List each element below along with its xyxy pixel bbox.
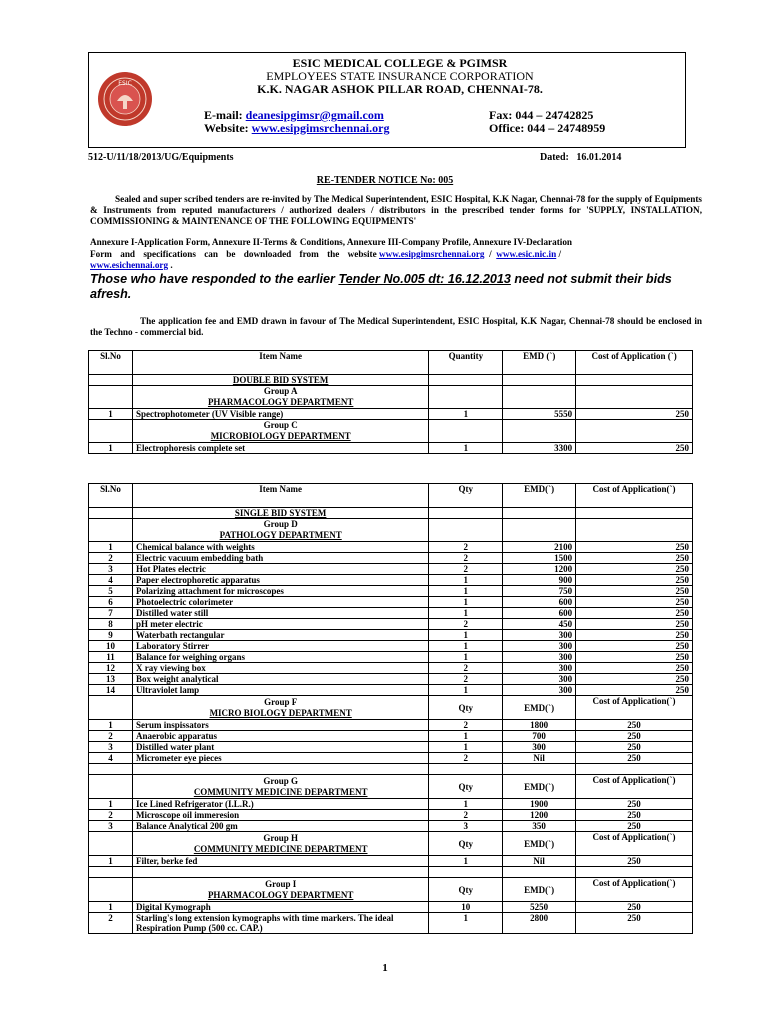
table-row: 5 Polarizing attachment for microscopes 1 750 250	[89, 586, 693, 597]
group-cost-header: Cost of Application(`)	[576, 832, 693, 856]
header-qty: Qty	[429, 484, 503, 508]
header-quantity: Quantity	[429, 351, 503, 375]
header-emd: EMD(`)	[503, 484, 576, 508]
table-row: 1 Chemical balance with weights 2 2100 250	[89, 542, 693, 553]
italic-notice: Those who have responded to the earlier Tender No.005 dt: 16.12.2013 need not submit their bids afresh.	[90, 272, 672, 301]
table-row: 4 Micrometer eye pieces 2 Nil 250	[89, 753, 693, 764]
email-link[interactable]: deanesipgimsr@gmail.com	[245, 108, 384, 122]
header-cost: Cost of Application (`)	[576, 351, 693, 375]
dated: Dated: 16.01.2014	[540, 152, 622, 163]
svg-text:ESIC: ESIC	[118, 80, 132, 87]
table-row: 11 Balance for weighing organs 1 300 250	[89, 652, 693, 663]
table-row: 3 Balance Analytical 200 gm 3 350 250	[89, 821, 693, 832]
group-heading: Group F MICRO BIOLOGY DEPARTMENT	[132, 696, 428, 720]
group-emd-header: EMD(`)	[503, 696, 576, 720]
link-esipgimsr[interactable]: www.esipgimsrchennai.org	[379, 249, 485, 259]
page-number: 1	[382, 962, 388, 974]
double-bid-table	[88, 350, 693, 454]
header-slno: Sl.No	[89, 351, 133, 375]
system-label: DOUBLE BID SYSTEM	[132, 375, 428, 386]
header-item: Item Name	[132, 351, 428, 375]
table-row: 1 Electrophoresis complete set 1 3300 250	[89, 443, 693, 454]
office-phone: Office: 044 – 24748959	[489, 121, 606, 135]
table-row: 1 Spectrophotometer (UV Visible range) 1 5550 250	[89, 409, 693, 420]
group-heading: Group I PHARMACOLOGY DEPARTMENT	[132, 878, 428, 902]
table-row: 8 pH meter electric 2 450 250	[89, 619, 693, 630]
table-row: 2 Microscope oil immeresion 2 1200 250	[89, 810, 693, 821]
table-row: 13 Box weight analytical 2 300 250	[89, 674, 693, 685]
group-qty-header: Qty	[429, 696, 503, 720]
paragraph-fee: The application fee and EMD drawn in favour of The Medical Superintendent, ESIC Hospital, K.K Nagar, Chennai-78 should be enclosed in the Techno - commercial bid.	[90, 316, 702, 337]
group-cost-header: Cost of Application(`)	[576, 878, 693, 902]
group-emd-header: EMD(`)	[503, 832, 576, 856]
single-bid-table	[88, 483, 693, 934]
address: K.K. NAGAR ASHOK PILLAR ROAD, CHENNAI-78.	[257, 82, 543, 96]
corporation-name: EMPLOYEES STATE INSURANCE CORPORATION	[266, 69, 534, 83]
group-emd-header: EMD(`)	[503, 775, 576, 799]
group-qty-header: Qty	[429, 775, 503, 799]
table-row: 9 Waterbath rectangular 1 300 250	[89, 630, 693, 641]
group-qty-header: Qty	[429, 832, 503, 856]
header-item: Item Name	[132, 484, 428, 508]
notice-title: RE-TENDER NOTICE No: 005	[316, 175, 454, 186]
group-qty-header: Qty	[429, 878, 503, 902]
table-row: 4 Paper electrophoretic apparatus 1 900 250	[89, 575, 693, 586]
table-row: 10 Laboratory Stirrer 1 300 250	[89, 641, 693, 652]
table-row: 1 Filter, berke fed 1 Nil 250	[89, 856, 693, 867]
group-heading: Group A PHARMACOLOGY DEPARTMENT	[132, 386, 428, 409]
annexures: Annexure I-Application Form, Annexure II-Terms & Conditions, Annexure III-Company Profile, Annexure IV-Declaration	[90, 237, 573, 247]
download-line: Form and specifications can be downloaded from the website www.esipgimsrchennai.org / www.esic.nic.in / www.esichennai.org .	[90, 249, 562, 270]
table-row: 2 Starling's long extension kymographs with time markers. The ideal Respiration Pump (500 cc. CAP.) 1 2800 250	[89, 913, 693, 934]
table-row: 1 Serum inspissators 2 1800 250	[89, 720, 693, 731]
esic-logo-icon	[97, 71, 153, 127]
header-slno: Sl.No	[89, 484, 133, 508]
group-cost-header: Cost of Application(`)	[576, 775, 693, 799]
header-emd: EMD (`)	[503, 351, 576, 375]
website-link[interactable]: www.esipgimsrchennai.org	[251, 121, 390, 135]
table-row: 12 X ray viewing box 2 300 250	[89, 663, 693, 674]
link-esichennai[interactable]: www.esichennai.org	[90, 259, 169, 270]
group-heading: Group G COMMUNITY MEDICINE DEPARTMENT	[132, 775, 428, 799]
table-row: 6 Photoelectric colorimeter 1 600 250	[89, 597, 693, 608]
table-row: 3 Distilled water plant 1 300 250	[89, 742, 693, 753]
system-label: SINGLE BID SYSTEM	[132, 508, 428, 519]
table-row: 1 Ice Lined Refrigerator (I.L.R.) 1 1900 250	[89, 799, 693, 810]
college-name: ESIC MEDICAL COLLEGE & PGIMSR	[292, 56, 508, 70]
group-heading: Group D PATHOLOGY DEPARTMENT	[132, 519, 428, 542]
website-line: Website: www.esipgimsrchennai.org	[204, 121, 390, 135]
table-row: 2 Anaerobic apparatus 1 700 250	[89, 731, 693, 742]
fax: Fax: 044 – 24742825	[489, 108, 594, 122]
table-row: 7 Distilled water still 1 600 250	[89, 608, 693, 619]
link-esic[interactable]: www.esic.nic.in	[496, 249, 557, 259]
table-row: 2 Electric vacuum embedding bath 2 1500 250	[89, 553, 693, 564]
group-heading: Group C MICROBIOLOGY DEPARTMENT	[132, 420, 428, 443]
header-cost: Cost of Application(`)	[576, 484, 693, 508]
table-row: 3 Hot Plates electric 2 1200 250	[89, 564, 693, 575]
table-row: 14 Ultraviolet lamp 1 300 250	[89, 685, 693, 696]
table-row: 1 Digital Kymograph 10 5250 250	[89, 902, 693, 913]
reference-number: 512-U/11/18/2013/UG/Equipments	[88, 152, 234, 163]
group-heading: Group H COMMUNITY MEDICINE DEPARTMENT	[132, 832, 428, 856]
paragraph-intro: Sealed and super scribed tenders are re-invited by The Medical Superintendent, ESIC Hospital, K.K Nagar, Chennai-78 for the supply of Equipments & Instruments from reputed manufacturers / authorized dealers / distributors in the prescribed tender forms for 'SUPPLY, INSTALLATION, COMMISSIONING & MAINTENANCE OF THE FOLLOWING EQUIPMENTS'	[90, 194, 702, 226]
group-cost-header: Cost of Application(`)	[576, 696, 693, 720]
email-line: E-mail: deanesipgimsr@gmail.com	[204, 108, 384, 122]
group-emd-header: EMD(`)	[503, 878, 576, 902]
